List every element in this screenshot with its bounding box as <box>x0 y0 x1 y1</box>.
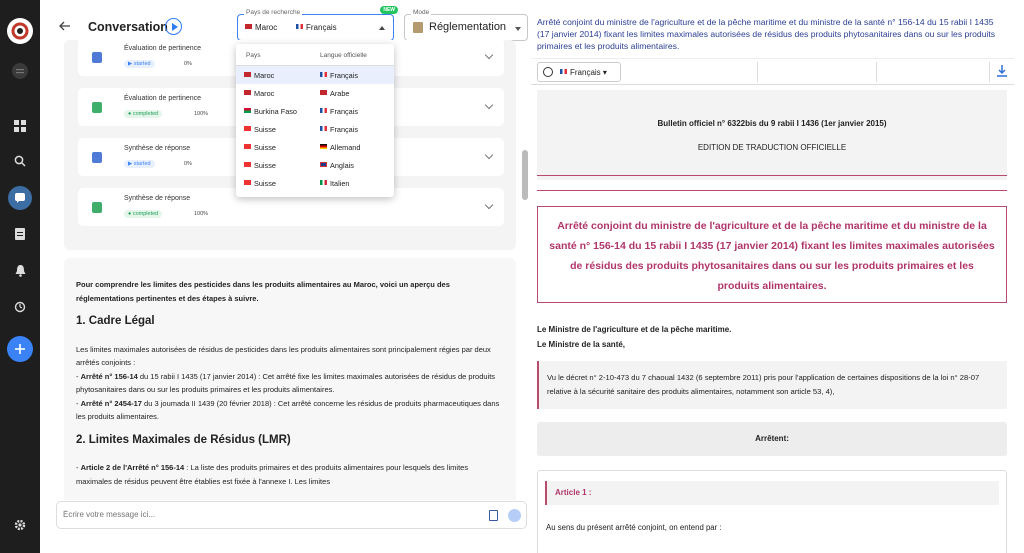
dropdown-option[interactable]: Suisse Allemand <box>236 138 394 156</box>
document-heading: Arrêté conjoint du ministre de l'agriculture et de la pêche maritime et du ministre de la santé n° 156-14 du 15 rabii I 1435 (17 janvier 2014) fixant les limites maximales autorisées de résidus des produits phytosanitaires dans ou sur les produits primaires et les produits alimentaires. <box>537 206 1007 303</box>
chevron-down-icon[interactable] <box>485 51 493 59</box>
decree-ref: Arrêté n° 156-14 <box>80 371 138 381</box>
play-icon[interactable] <box>165 18 182 35</box>
document-viewer <box>531 86 1014 553</box>
selected-language: Français <box>306 23 337 32</box>
swiss-flag-icon <box>244 144 251 149</box>
divider <box>537 190 1007 191</box>
new-badge: NEW <box>380 6 398 14</box>
sidebar <box>0 0 40 553</box>
decree-text: du 3 joumada II 1439 (20 février 2018) : Cet arrêté concerne les résidus de produits pharmaceutiques dans les produits alimentaires. <box>76 398 500 421</box>
country-select-label: Pays de recherche <box>246 9 301 16</box>
mode-select-label: Mode <box>413 9 430 16</box>
article-text: Au sens du présent arrêté conjoint, on entend par : <box>546 523 722 532</box>
document-icon <box>92 152 102 163</box>
page-title: Conversation <box>88 20 168 34</box>
settings-icon[interactable] <box>8 513 32 537</box>
ministers <box>537 322 731 352</box>
arretent: Arrêtent: <box>537 422 1007 456</box>
attach-document-icon[interactable] <box>489 510 498 521</box>
germany-flag-icon <box>320 144 327 149</box>
new-chat-button[interactable] <box>7 336 33 362</box>
send-icon[interactable] <box>508 509 521 522</box>
chevron-down-icon[interactable] <box>485 101 493 109</box>
dropdown-option[interactable]: Burkina Faso Français <box>236 102 394 120</box>
morocco-flag-icon <box>244 90 251 95</box>
document-toolbar <box>531 58 1014 85</box>
article-text: : La liste des produits primaires et des produits alimentaires pour lesquels des limites maximales de résidus peuvent être établies est fixée à l'annexe I. Les limites <box>76 463 469 486</box>
status-badge: ● completed <box>124 210 162 218</box>
dropdown-option[interactable]: Suisse Français <box>236 120 394 138</box>
burkina-flag-icon <box>244 108 251 113</box>
status-badge: ▶ started <box>124 60 155 68</box>
language-value: Français <box>570 68 601 77</box>
article-title: Article 1 : <box>545 481 999 505</box>
answer-heading: 2. Limites Maximales de Résidus (LMR) <box>76 433 291 446</box>
search-icon[interactable] <box>8 149 32 173</box>
download-icon[interactable] <box>997 65 1007 77</box>
swiss-flag-icon <box>244 162 251 167</box>
document-icon <box>92 52 102 63</box>
arabic-flag-icon <box>320 90 327 95</box>
step-title: Synthèse de réponse <box>124 145 191 152</box>
step-title: Évaluation de pertinence <box>124 95 202 102</box>
bulletin-line: Bulletin officiel n° 6322bis du 9 rabii I 1436 (1er janvier 2015) <box>657 119 887 128</box>
toolbar-divider <box>876 62 877 82</box>
language-select[interactable]: Français ▾ <box>537 62 621 82</box>
back-arrow-icon[interactable] <box>58 19 72 33</box>
france-flag-icon <box>560 69 567 74</box>
answer-heading: 1. Cadre Légal <box>76 315 155 327</box>
france-flag-icon <box>320 126 327 131</box>
chat-icon[interactable] <box>8 186 32 210</box>
bell-icon[interactable] <box>8 259 32 283</box>
step-title: Synthèse de réponse <box>124 195 191 202</box>
chevron-down-icon[interactable] <box>485 201 493 209</box>
dashboard-icon[interactable] <box>8 114 32 138</box>
edition-line: EDITION DE TRADUCTION OFFICIELLE <box>697 143 847 152</box>
document-icon[interactable] <box>8 222 32 246</box>
document-title: Arrêté conjoint du ministre de l'agriculture et de la pêche maritime et du ministre de la santé n° 156-14 du 15 rabii I 1435 (17 janvier 2014) fixant les limites maximales autorisées de résidus des produits phytosanitaires dans ou sur les produits primaires et les produits alimentaires. <box>537 17 996 51</box>
answer-intro: Pour comprendre les limites des pesticides dans les produits alimentaires au Maroc, voici un aperçu des réglementations pertinentes et des étapes à suivre. <box>76 280 450 303</box>
answer-paragraph: Les limites maximales autorisées de résidus de pesticides dans les produits alimentaires sont principalement régies par deux arrêtés conjoints : <box>76 344 491 367</box>
article-box <box>537 470 1007 553</box>
message-input[interactable] <box>63 510 443 519</box>
message-composer <box>56 501 527 529</box>
mode-select[interactable] <box>404 9 528 41</box>
scrollbar[interactable] <box>522 150 528 200</box>
country-select[interactable] <box>237 7 395 41</box>
toolbar-divider <box>989 62 990 82</box>
decree-ref: Arrêté n° 2454-17 <box>80 398 142 408</box>
globe-icon <box>543 67 553 77</box>
dropdown-option[interactable]: Suisse Anglais <box>236 156 394 174</box>
workspace-icon[interactable] <box>8 59 32 83</box>
caret-up-icon <box>379 26 385 30</box>
article-ref: Article 2 de l'Arrêté n° 156-14 <box>80 463 185 472</box>
column-header: Langue officielle <box>320 52 367 59</box>
swiss-flag-icon <box>244 180 251 185</box>
morocco-flag-icon <box>244 72 251 77</box>
status-badge: ● completed <box>124 110 162 118</box>
selected-country: Maroc <box>255 23 278 32</box>
france-flag-icon <box>320 72 327 77</box>
app-logo[interactable] <box>7 18 33 44</box>
toolbar-divider <box>757 62 758 82</box>
minister-line: Le Ministre de l'agriculture et de la pêche maritime. <box>537 325 732 334</box>
step-percent: 100% <box>194 211 209 217</box>
status-badge: ▶ started <box>124 160 155 168</box>
dropdown-option[interactable]: Maroc Français <box>236 66 394 84</box>
swiss-flag-icon <box>244 126 251 131</box>
country-dropdown <box>236 44 394 197</box>
divider <box>537 175 1007 176</box>
assistant-answer: Pour comprendre les limites des pesticides dans les produits alimentaires au Maroc, voici un aperçu des réglementations pertinentes et des étapes à suivre. 1. Cadre Légal Les limites maximales autorisées de résidus de pesticides dans les produits alimentaires sont principalement régies par deux arrêtés conjoints : - Arrêté n° 156-14 du 15 rabii I 1435 (17 janvier 2014) : Cet arrêté fixe les limites maximales autorisées de résidus de produits phytosanitaires dans ou sur les produits primaires et les produits alimentaires. - Arrêté n° 2454-17 du 3 joumada II 1439 (20 février 2018) : Cet arrêté concerne les résidus de produits pharmaceutiques dans les produits alimentaires. 2. Limites Maximales de Résidus (LMR) - Article 2 de l'Arrêté n° 156-14 : La liste des produits primaires et des produits alimentaires pour lesquels des limites maximales de résidus peuvent être établies est fixée à l'annexe I. Les limites <box>64 258 516 500</box>
step-percent: 0% <box>184 161 192 167</box>
check-icon <box>92 102 102 113</box>
step-percent: 0% <box>184 61 192 67</box>
france-flag-icon <box>320 108 327 113</box>
book-icon <box>413 22 423 33</box>
dropdown-header <box>236 44 394 66</box>
dropdown-option[interactable]: Maroc Arabe <box>236 84 394 102</box>
morocco-flag-icon <box>245 24 252 29</box>
mode-value: Réglementation <box>429 21 507 33</box>
step-percent: 100% <box>194 111 209 117</box>
france-flag-icon <box>296 24 303 29</box>
history-icon[interactable] <box>8 295 32 319</box>
document-icon <box>92 202 102 213</box>
minister-line: Le Ministre de la santé, <box>537 340 626 349</box>
column-header: Pays <box>246 52 261 59</box>
italy-flag-icon <box>320 180 327 185</box>
chevron-down-icon[interactable] <box>485 151 493 159</box>
step-title: Évaluation de pertinence <box>124 45 202 52</box>
dropdown-option[interactable]: Suisse Italien <box>236 174 394 192</box>
decree-text: du 15 rabii I 1435 (17 janvier 2014) : Cet arrêté fixe les limites maximales autorisées de résidus de produits phytosanitaires dans ou sur les produits primaires et les produits alimentaires. <box>76 371 496 394</box>
document-header <box>537 90 1007 180</box>
chevron-down-icon <box>515 27 521 31</box>
considerant: Vu le décret n° 2-10-473 du 7 chaoual 1432 (6 septembre 2011) pris pour l'application de certaines dispositions de la loi n° 28-07 relative à la sécurité sanitaire des produits alimentaires, notamment son article 53, 4), <box>537 361 1007 409</box>
uk-flag-icon <box>320 162 327 167</box>
